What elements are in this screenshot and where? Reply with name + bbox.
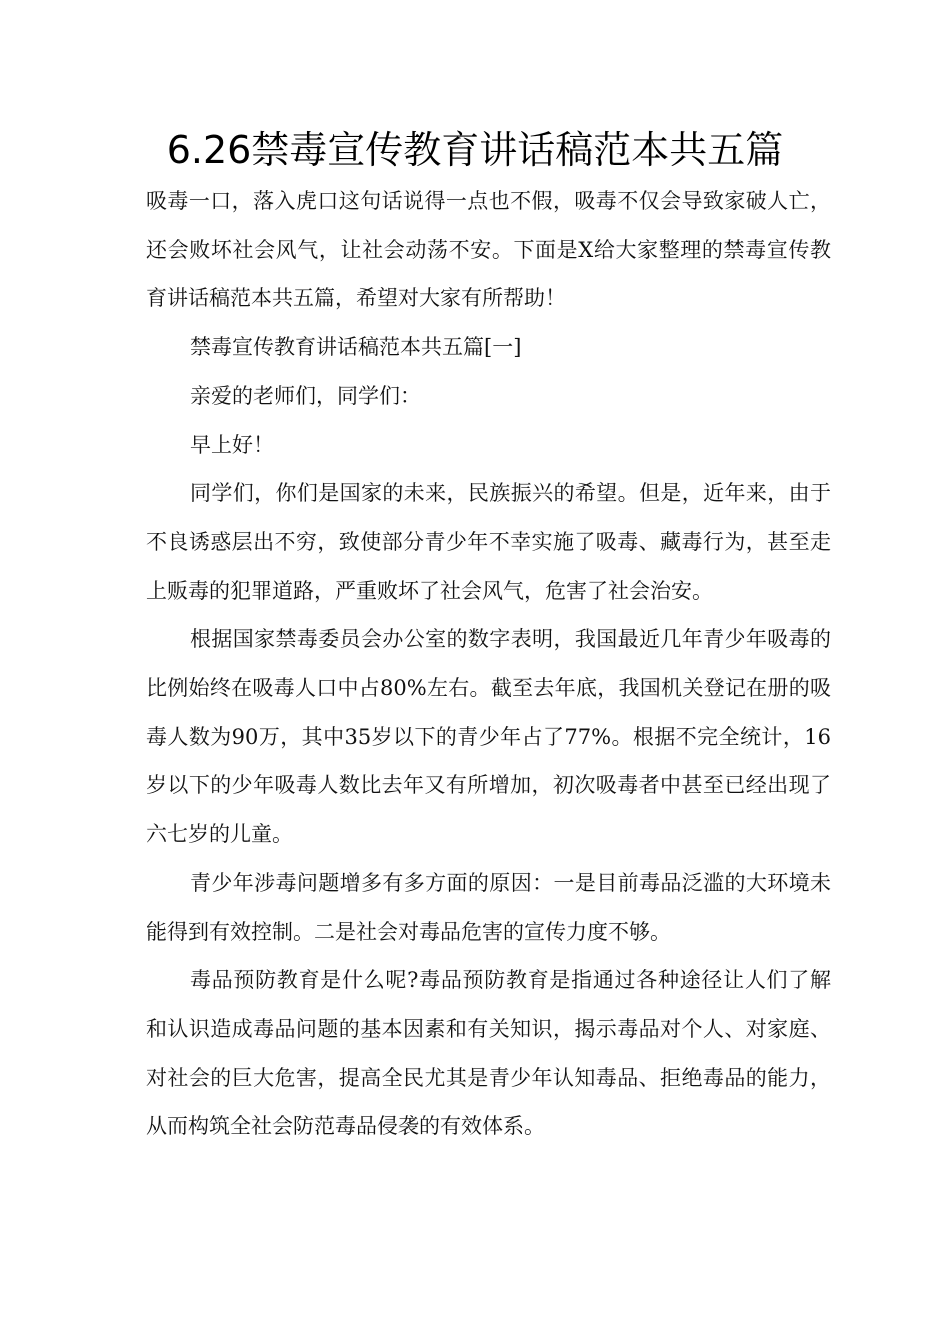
paragraph-body-4: 毒品预防教育是什么呢?毒品预防教育是指通过各种途径让人们了解和认识造成毒品问题的基本因素和有关知识，揭示毒品对个人、对家庭、对社会的巨大危害，提高全民尤其是青少年认知毒品、拒绝毒品的能力，从而构筑全社会防范毒品侵袭的有效体系。 xyxy=(146,968,831,1139)
paragraph-salutation: 亲爱的老师们，同学们： xyxy=(190,383,421,408)
document-body xyxy=(146,177,831,1151)
paragraph-body-3: 青少年涉毒问题增多有多方面的原因：一是目前毒品泛滥的大环境未能得到有效控制。二是社会对毒品危害的宣传力度不够。 xyxy=(146,870,831,944)
document-title: 6.26禁毒宣传教育讲话稿范本共五篇 xyxy=(166,128,784,172)
paragraph-body-1: 同学们，你们是国家的未来，民族振兴的希望。但是，近年来，由于不良诱惑层出不穷，致使部分青少年不幸实施了吸毒、藏毒行为，甚至走上贩毒的犯罪道路，严重败坏了社会风气，危害了社会治安。 xyxy=(146,481,831,603)
paragraph-section-heading: 禁毒宣传教育讲话稿范本共五篇[一] xyxy=(190,335,522,360)
paragraph-intro: 吸毒一口，落入虎口这句话说得一点也不假，吸毒不仅会导致家破人亡，还会败坏社会风气，让社会动荡不安。下面是X给大家整理的禁毒宣传教育讲话稿范本共五篇，希望对大家有所帮助！ xyxy=(146,189,831,311)
paragraph-body-2: 根据国家禁毒委员会办公室的数字表明，我国最近几年青少年吸毒的比例始终在吸毒人口中占80%左右。截至去年底，我国机关登记在册的吸毒人数为90万，其中35岁以下的青少年占了77%。根据不完全统计，16岁以下的少年吸毒人数比去年又有所增加，初次吸毒者中甚至已经出现了六七岁的儿童。 xyxy=(146,627,831,847)
paragraph-greeting: 早上好！ xyxy=(190,432,274,457)
